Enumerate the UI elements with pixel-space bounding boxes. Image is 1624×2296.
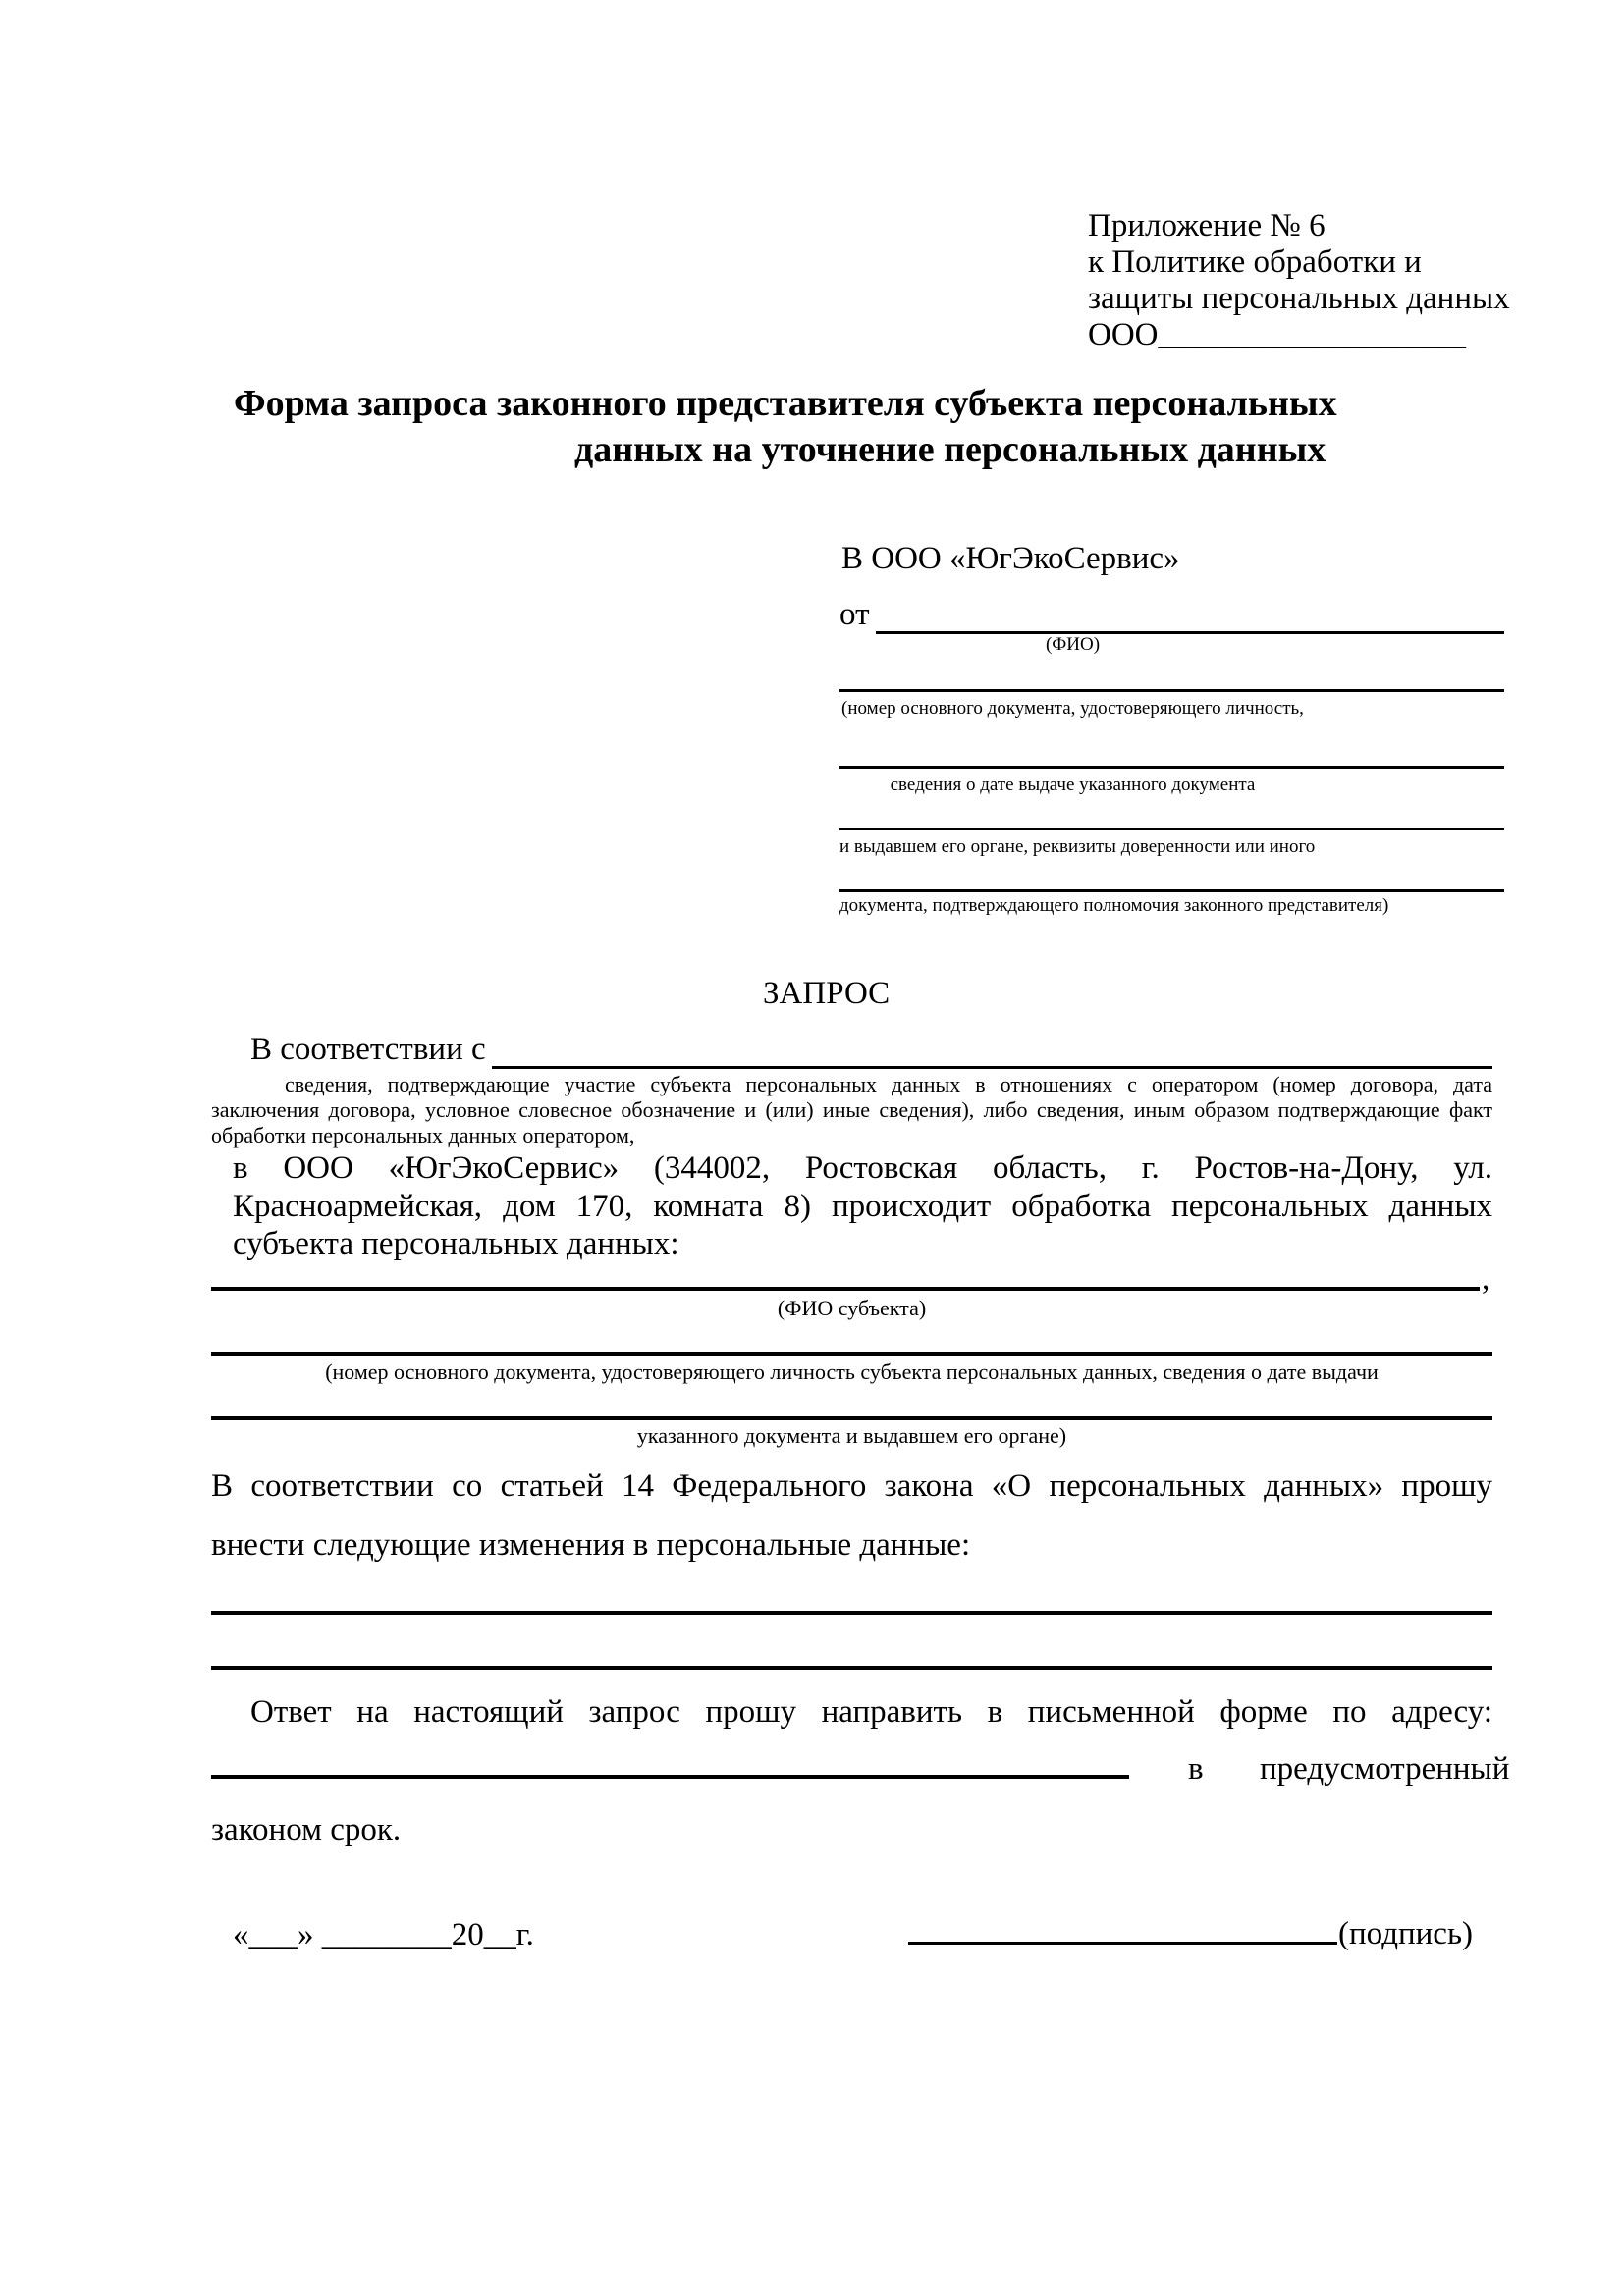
accordance-row (250, 1030, 1492, 1069)
subject-trailing-comma: , (1482, 1261, 1490, 1297)
form-title-line-1: Форма запроса законного представителя субъекта персональных (234, 383, 1337, 424)
subject-fio-blank-line[interactable] (211, 1287, 1480, 1291)
subject-doc-blank-line-2[interactable] (211, 1416, 1492, 1420)
accordance-blank-line[interactable] (492, 1030, 1492, 1069)
answer-in-word: в (1188, 1751, 1204, 1787)
representative-doc-line-3[interactable] (839, 828, 1504, 830)
subject-doc-caption-1: (номер основного документа, удостоверяющего личность субъекта персональных данных, сведения о дате выдачи (325, 1360, 1379, 1384)
answer-line-1: Ответ на настоящий запрос прошу направить в письменной форме по адресу: (250, 1694, 1492, 1730)
representative-doc-caption-4: документа, подтверждающего полномочия законного представителя) (839, 895, 1389, 916)
appendix-line-3: защиты персональных данных (1088, 281, 1510, 316)
appendix-line-2: к Политике обработки и (1088, 244, 1422, 280)
ooo-label: ООО (1088, 317, 1159, 352)
fio-caption: (ФИО) (1045, 634, 1101, 655)
operator-paragraph-line-1: в ООО «ЮгЭкоСервис» (344002, Ростовская область, г. Ростов-на-Дону, ул. (233, 1150, 1492, 1186)
operator-paragraph-line-3: субъекта персональных данных: (233, 1226, 679, 1261)
operator-paragraph-line-2: Красноармейская, дом 170, комната 8) происходит обработка персональных данных (233, 1189, 1492, 1224)
statement-line-2: внести следующие изменения в персональные данные: (211, 1527, 971, 1563)
accordance-note-line-3: обработки персональных данных оператором, (211, 1123, 635, 1148)
answer-stipulated-word: предусмотренный (1260, 1751, 1510, 1787)
from-row (839, 595, 1504, 634)
appendix-ooo-row (1088, 317, 1510, 353)
ooo-blank-line[interactable]: ___________________ (1158, 317, 1466, 352)
appendix-block (1088, 208, 1510, 353)
representative-doc-line-1[interactable] (839, 689, 1504, 692)
statement-line-1: В соответствии со статьей 14 Федерального закона «О персональных данных» прошу (211, 1468, 1492, 1504)
accordance-label: В соответствии с (250, 1032, 486, 1067)
representative-doc-caption-1: (номер основного документа, удостоверяющего личность, (841, 698, 1304, 719)
from-blank-line[interactable] (876, 595, 1505, 634)
representative-doc-caption-3: и выдавшем его органе, реквизиты доверенности или иного (839, 836, 1316, 857)
form-title-line-2: данных на уточнение персональных данных (574, 429, 1326, 470)
representative-doc-caption-2: сведения о дате выдаче указанного документа (890, 774, 1256, 795)
request-heading: ЗАПРОС (763, 976, 891, 1011)
subject-doc-caption-2: указанного документа и выдавшем его органе) (636, 1423, 1067, 1448)
accordance-note-line-2: заключения договора, условное словесное обозначение и (или) иные сведения), либо сведения, иным образом подтверждающие факт (211, 1097, 1492, 1122)
address-blank-line[interactable] (211, 1775, 1129, 1779)
answer-closing: законом срок. (211, 1812, 402, 1847)
appendix-line-1: Приложение № 6 (1088, 208, 1326, 243)
signature-blank-line[interactable] (908, 1942, 1337, 1945)
changes-blank-line-1[interactable] (211, 1611, 1492, 1615)
from-label: от (839, 597, 870, 632)
representative-doc-line-2[interactable] (839, 766, 1504, 769)
subject-fio-caption: (ФИО субъекта) (777, 1296, 927, 1320)
representative-doc-line-4[interactable] (839, 889, 1504, 892)
addressee-organization: В ООО «ЮгЭкоСервис» (841, 541, 1180, 576)
changes-blank-line-2[interactable] (211, 1666, 1492, 1670)
date-blank-field[interactable]: «___» ________20__г. (233, 1917, 534, 1952)
signature-caption: (подпись) (1338, 1916, 1473, 1951)
subject-doc-blank-line-1[interactable] (211, 1352, 1492, 1356)
accordance-note-line-1: сведения, подтверждающие участие субъекта персональных данных в отношениях с оператором (номер договора, дата (285, 1072, 1492, 1096)
